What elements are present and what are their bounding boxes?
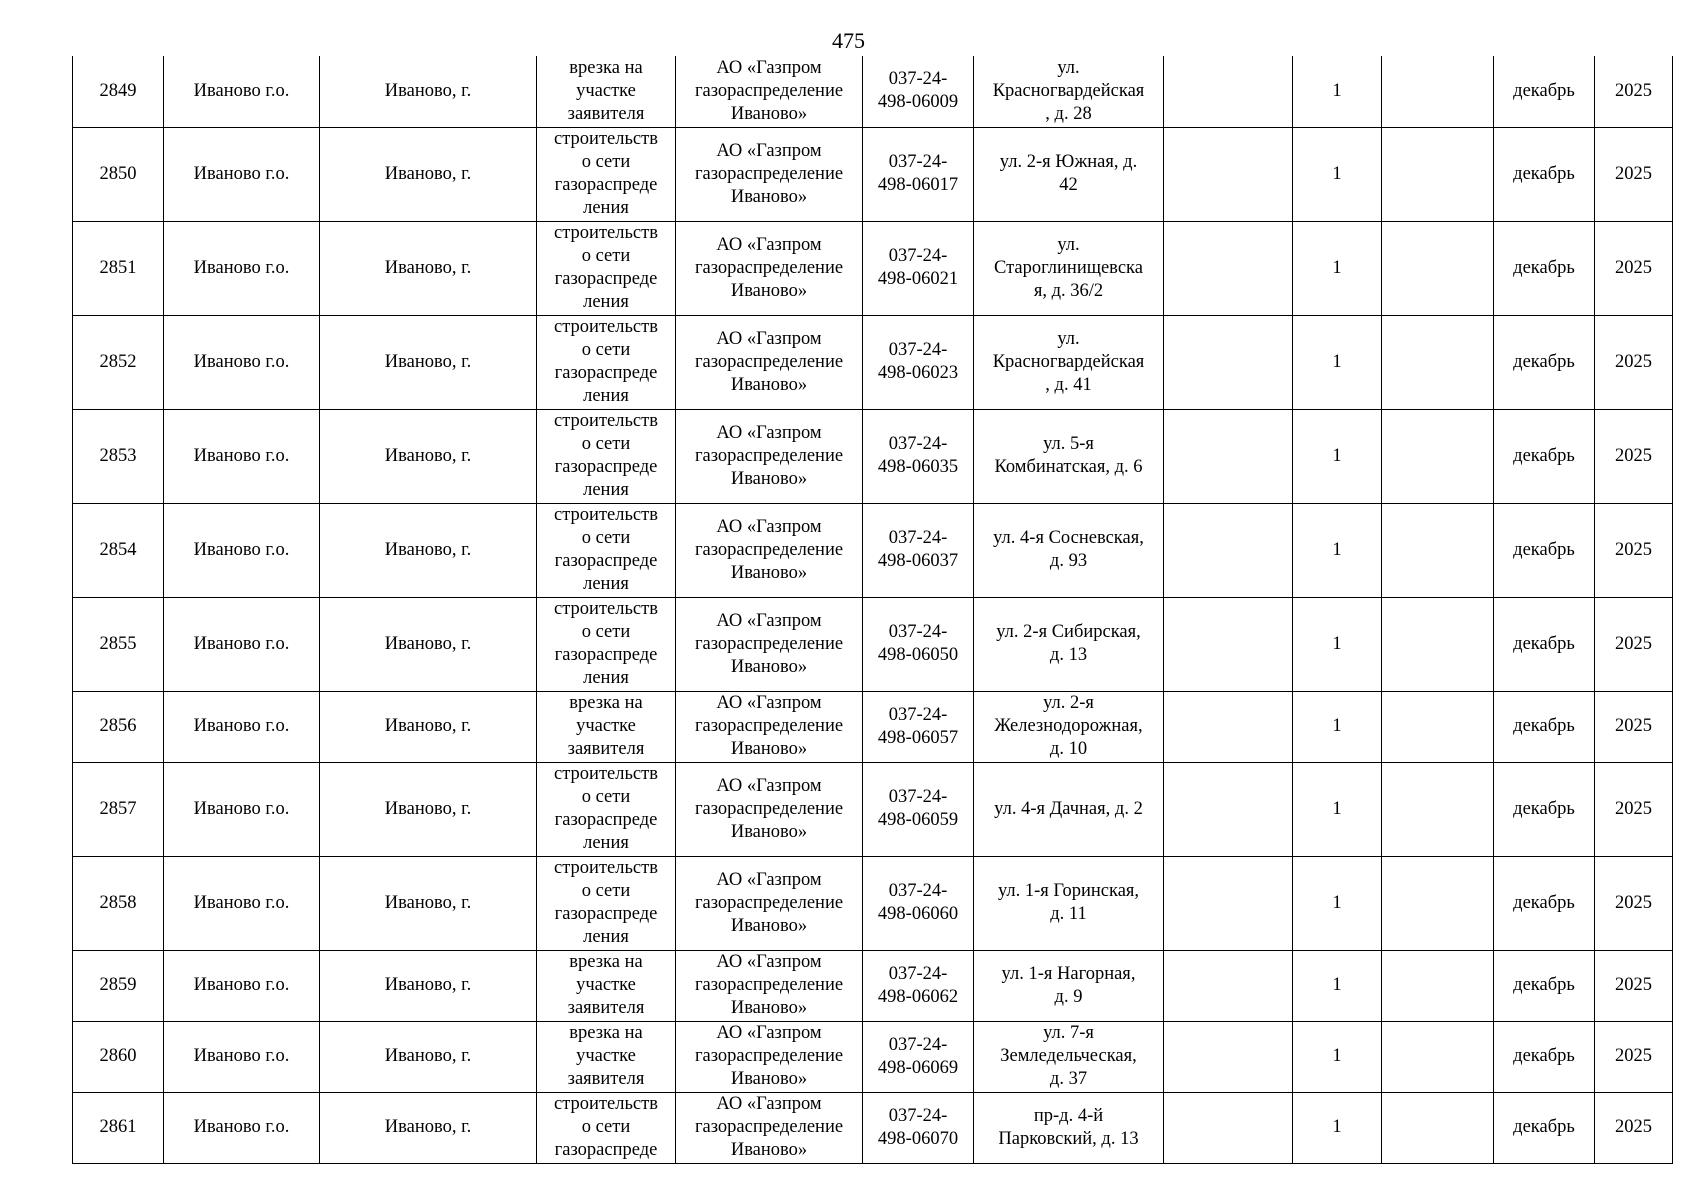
cell-code: 037-24- 498-06050 (863, 597, 974, 691)
table-row (73, 691, 1673, 762)
cell-district: Иваново г.о. (164, 691, 320, 762)
cell-month: декабрь (1494, 221, 1595, 315)
cell-work-type: строительств о сети газораспреде ления (537, 762, 676, 856)
cell-address: ул. 2-я Железнодорожная, д. 10 (974, 691, 1164, 762)
cell-work-type: строительств о сети газораспреде ления (537, 856, 676, 950)
cell-work-type: врезка на участке заявителя (537, 56, 676, 127)
cell-organization: АО «Газпром газораспределение Иваново» (676, 762, 863, 856)
cell-year: 2025 (1595, 221, 1673, 315)
cell-organization: АО «Газпром газораспределение Иваново» (676, 56, 863, 127)
table-row (73, 56, 1673, 127)
cell-year: 2025 (1595, 691, 1673, 762)
cell-month: декабрь (1494, 315, 1595, 409)
cell-locality: Иваново, г. (320, 1092, 537, 1163)
cell-locality: Иваново, г. (320, 127, 537, 221)
table-row (73, 597, 1673, 691)
cell-district: Иваново г.о. (164, 315, 320, 409)
cell-count: 1 (1293, 762, 1382, 856)
cell-code: 037-24- 498-06062 (863, 950, 974, 1021)
cell-work-type: строительств о сети газораспреде ления (537, 221, 676, 315)
cell-month: декабрь (1494, 56, 1595, 127)
cell-organization: АО «Газпром газораспределение Иваново» (676, 1092, 863, 1163)
cell-count: 1 (1293, 856, 1382, 950)
cell-organization: АО «Газпром газораспределение Иваново» (676, 950, 863, 1021)
cell-code: 037-24- 498-06057 (863, 691, 974, 762)
cell-district: Иваново г.о. (164, 503, 320, 597)
cell-empty-b (1382, 597, 1494, 691)
cell-month: декабрь (1494, 1092, 1595, 1163)
cell-locality: Иваново, г. (320, 221, 537, 315)
cell-code: 037-24- 498-06009 (863, 56, 974, 127)
cell-work-type: строительств о сети газораспреде ления (537, 315, 676, 409)
cell-year: 2025 (1595, 1092, 1673, 1163)
cell-district: Иваново г.о. (164, 1092, 320, 1163)
cell-empty-a (1164, 503, 1293, 597)
cell-work-type: врезка на участке заявителя (537, 950, 676, 1021)
cell-address: ул. 7-я Земледельческая, д. 37 (974, 1021, 1164, 1092)
cell-organization: АО «Газпром газораспределение Иваново» (676, 221, 863, 315)
cell-number: 2853 (73, 409, 164, 503)
cell-work-type: строительств о сети газораспреде ления (537, 127, 676, 221)
cell-count: 1 (1293, 127, 1382, 221)
cell-locality: Иваново, г. (320, 315, 537, 409)
cell-organization: АО «Газпром газораспределение Иваново» (676, 315, 863, 409)
table-row (73, 950, 1673, 1021)
cell-code: 037-24- 498-06037 (863, 503, 974, 597)
cell-month: декабрь (1494, 691, 1595, 762)
cell-number: 2857 (73, 762, 164, 856)
cell-work-type: врезка на участке заявителя (537, 691, 676, 762)
cell-code: 037-24- 498-06023 (863, 315, 974, 409)
cell-organization: АО «Газпром газораспределение Иваново» (676, 409, 863, 503)
cell-number: 2851 (73, 221, 164, 315)
cell-address: ул. 5-я Комбинатская, д. 6 (974, 409, 1164, 503)
cell-organization: АО «Газпром газораспределение Иваново» (676, 597, 863, 691)
cell-district: Иваново г.о. (164, 1021, 320, 1092)
cell-empty-b (1382, 56, 1494, 127)
table-row (73, 856, 1673, 950)
cell-district: Иваново г.о. (164, 856, 320, 950)
cell-number: 2850 (73, 127, 164, 221)
cell-number: 2854 (73, 503, 164, 597)
page-number: 475 (832, 28, 865, 53)
cell-locality: Иваново, г. (320, 597, 537, 691)
cell-number: 2859 (73, 950, 164, 1021)
cell-code: 037-24- 498-06059 (863, 762, 974, 856)
cell-empty-a (1164, 691, 1293, 762)
cell-work-type: врезка на участке заявителя (537, 1021, 676, 1092)
cell-month: декабрь (1494, 950, 1595, 1021)
cell-count: 1 (1293, 950, 1382, 1021)
cell-empty-b (1382, 762, 1494, 856)
cell-address: ул. 2-я Южная, д. 42 (974, 127, 1164, 221)
table-row (73, 762, 1673, 856)
cell-locality: Иваново, г. (320, 409, 537, 503)
cell-empty-a (1164, 950, 1293, 1021)
cell-code: 037-24- 498-06070 (863, 1092, 974, 1163)
cell-work-type: строительств о сети газораспреде ления (537, 503, 676, 597)
cell-address: ул. 1-я Нагорная, д. 9 (974, 950, 1164, 1021)
cell-district: Иваново г.о. (164, 762, 320, 856)
cell-organization: АО «Газпром газораспределение Иваново» (676, 856, 863, 950)
cell-month: декабрь (1494, 503, 1595, 597)
cell-month: декабрь (1494, 856, 1595, 950)
cell-organization: АО «Газпром газораспределение Иваново» (676, 1021, 863, 1092)
cell-year: 2025 (1595, 856, 1673, 950)
cell-code: 037-24- 498-06060 (863, 856, 974, 950)
cell-district: Иваново г.о. (164, 221, 320, 315)
table-row (73, 409, 1673, 503)
table-row (73, 127, 1673, 221)
cell-empty-b (1382, 127, 1494, 221)
cell-year: 2025 (1595, 409, 1673, 503)
cell-number: 2858 (73, 856, 164, 950)
cell-district: Иваново г.о. (164, 597, 320, 691)
cell-empty-b (1382, 691, 1494, 762)
cell-code: 037-24- 498-06035 (863, 409, 974, 503)
cell-count: 1 (1293, 409, 1382, 503)
cell-empty-a (1164, 409, 1293, 503)
cell-year: 2025 (1595, 127, 1673, 221)
cell-year: 2025 (1595, 1021, 1673, 1092)
cell-number: 2860 (73, 1021, 164, 1092)
cell-district: Иваново г.о. (164, 127, 320, 221)
cell-empty-a (1164, 315, 1293, 409)
cell-empty-b (1382, 409, 1494, 503)
table-row (73, 1092, 1673, 1163)
registry-rows (73, 56, 1673, 1163)
cell-work-type: строительств о сети газораспреде ления (537, 409, 676, 503)
cell-year: 2025 (1595, 762, 1673, 856)
cell-organization: АО «Газпром газораспределение Иваново» (676, 691, 863, 762)
cell-month: декабрь (1494, 762, 1595, 856)
cell-locality: Иваново, г. (320, 856, 537, 950)
table-row (73, 315, 1673, 409)
cell-year: 2025 (1595, 315, 1673, 409)
cell-count: 1 (1293, 691, 1382, 762)
cell-locality: Иваново, г. (320, 950, 537, 1021)
cell-month: декабрь (1494, 1021, 1595, 1092)
cell-count: 1 (1293, 503, 1382, 597)
table-row (73, 503, 1673, 597)
cell-organization: АО «Газпром газораспределение Иваново» (676, 127, 863, 221)
cell-address: ул. 2-я Сибирская, д. 13 (974, 597, 1164, 691)
cell-address: ул. 4-я Дачная, д. 2 (974, 762, 1164, 856)
cell-year: 2025 (1595, 56, 1673, 127)
cell-district: Иваново г.о. (164, 56, 320, 127)
cell-address: ул. Староглинищевска я, д. 36/2 (974, 221, 1164, 315)
cell-empty-a (1164, 56, 1293, 127)
cell-address: ул. 4-я Сосневская, д. 93 (974, 503, 1164, 597)
cell-code: 037-24- 498-06069 (863, 1021, 974, 1092)
cell-locality: Иваново, г. (320, 503, 537, 597)
cell-empty-a (1164, 762, 1293, 856)
cell-empty-b (1382, 1092, 1494, 1163)
cell-number: 2861 (73, 1092, 164, 1163)
cell-organization: АО «Газпром газораспределение Иваново» (676, 503, 863, 597)
cell-number: 2856 (73, 691, 164, 762)
registry-table (72, 56, 1673, 1164)
cell-address: ул. Красногвардейская , д. 41 (974, 315, 1164, 409)
cell-address: пр-д. 4-й Парковский, д. 13 (974, 1092, 1164, 1163)
cell-number: 2852 (73, 315, 164, 409)
cell-locality: Иваново, г. (320, 56, 537, 127)
cell-work-type: строительств о сети газораспреде (537, 1092, 676, 1163)
cell-empty-a (1164, 1021, 1293, 1092)
cell-empty-a (1164, 127, 1293, 221)
cell-empty-b (1382, 1021, 1494, 1092)
cell-empty-b (1382, 503, 1494, 597)
cell-code: 037-24- 498-06021 (863, 221, 974, 315)
cell-count: 1 (1293, 221, 1382, 315)
cell-empty-b (1382, 856, 1494, 950)
cell-month: декабрь (1494, 409, 1595, 503)
table-row (73, 221, 1673, 315)
cell-count: 1 (1293, 315, 1382, 409)
cell-year: 2025 (1595, 950, 1673, 1021)
cell-locality: Иваново, г. (320, 691, 537, 762)
cell-count: 1 (1293, 56, 1382, 127)
table-row (73, 1021, 1673, 1092)
cell-empty-b (1382, 315, 1494, 409)
cell-number: 2855 (73, 597, 164, 691)
cell-year: 2025 (1595, 503, 1673, 597)
cell-district: Иваново г.о. (164, 409, 320, 503)
cell-code: 037-24- 498-06017 (863, 127, 974, 221)
cell-work-type: строительств о сети газораспреде ления (537, 597, 676, 691)
cell-month: декабрь (1494, 597, 1595, 691)
cell-number: 2849 (73, 56, 164, 127)
cell-empty-b (1382, 221, 1494, 315)
cell-empty-a (1164, 1092, 1293, 1163)
cell-count: 1 (1293, 1092, 1382, 1163)
cell-address: ул. 1-я Горинская, д. 11 (974, 856, 1164, 950)
cell-empty-a (1164, 856, 1293, 950)
cell-locality: Иваново, г. (320, 1021, 537, 1092)
cell-district: Иваново г.о. (164, 950, 320, 1021)
cell-month: декабрь (1494, 127, 1595, 221)
cell-empty-b (1382, 950, 1494, 1021)
cell-count: 1 (1293, 1021, 1382, 1092)
cell-empty-a (1164, 221, 1293, 315)
cell-year: 2025 (1595, 597, 1673, 691)
cell-address: ул. Красногвардейская , д. 28 (974, 56, 1164, 127)
cell-count: 1 (1293, 597, 1382, 691)
cell-locality: Иваново, г. (320, 762, 537, 856)
cell-empty-a (1164, 597, 1293, 691)
